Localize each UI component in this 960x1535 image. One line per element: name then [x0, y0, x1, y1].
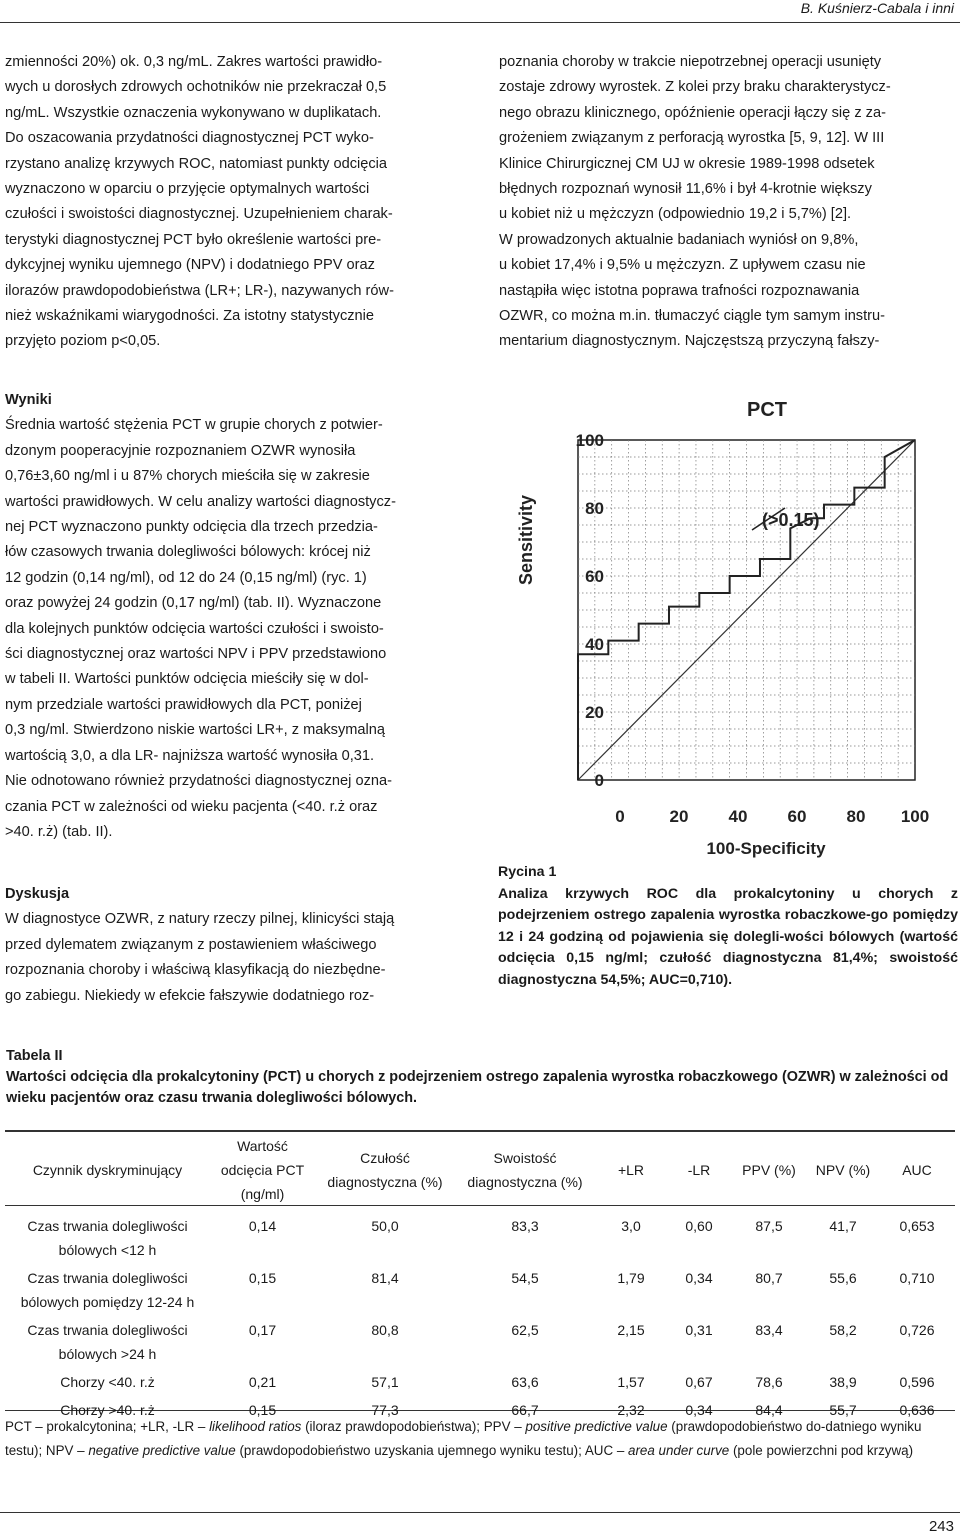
table-cell: 0,21 [248, 1374, 277, 1390]
text-line: nej PCT wyznaczono punkty odcięcia dla trzech przedzia- [5, 519, 378, 536]
column-header: Czułość diagnostyczna (%) [327, 1150, 443, 1190]
x-tick-label: 80 [846, 807, 866, 826]
text-line: 12 godzin (0,14 ng/ml), od 12 do 24 (0,15 ng/ml) (ryc. 1) [5, 569, 367, 586]
left-top-text [5, 50, 461, 355]
column-header: Czynnik dyskryminujący [32, 1162, 183, 1178]
column-header: Wartość odcięcia PCT (ng/ml) [220, 1138, 305, 1202]
x-tick-label: 100 [900, 807, 930, 826]
text-line: dla kolejnych punktów odcięcia wartości czułości i swoisto- [5, 620, 384, 637]
section-title-wyniki: Wyniki [5, 392, 52, 408]
text-line: przed dylematem związanym z postawieniem właściwego [5, 936, 377, 953]
text-line: wyznaczono w oparciu o przyjęcie optymalnych wartości [5, 181, 370, 198]
text-line: go zabiegu. Niekiedy w efekcie fałszywie dodatniego roz- [5, 987, 375, 1004]
table-cell: 1,79 [617, 1270, 645, 1286]
text-line: rozpoznania choroby i właściwą klasyfikacją do niezbędne- [5, 962, 386, 979]
text-line: OZWR, co można m.in. tłumaczyć ciągle tym samym instru- [499, 308, 885, 325]
y-tick-label: 20 [585, 703, 604, 722]
table-cell: 38,9 [829, 1374, 857, 1390]
table-row [5, 1212, 955, 1264]
page-bottom-rule [0, 1512, 960, 1513]
text-line: 0,76±3,60 ng/ml i u 87% chorych mieściła się w zakresie [5, 468, 370, 485]
table-cell: 0,67 [685, 1374, 713, 1390]
footnote-term: negative predictive value [88, 1442, 236, 1458]
text-line: dykcyjnej wyniku ujemnego (NPV) i dodatniego PPV oraz [5, 257, 375, 274]
text-line: nego obrazu klinicznego, opóźnienie operacji łączy się z za- [499, 104, 886, 121]
text-line: wych u dorosłych zdrowych ochotników nie przekraczał 0,5 [5, 79, 387, 96]
text-line: rzystano analizę krzywych ROC, natomiast punkty odcięcia [5, 155, 388, 172]
text-line: grożeniem związanym z perforacją wyrostka [5, 9, 12]. W III [499, 130, 885, 147]
text-line: błędnych rozpoznań wynosił 11,6% i był 4-krotnie większy [499, 181, 872, 198]
figure-label: Rycina 1 [498, 864, 557, 880]
text-line: nym przedziale wartości prawidłowych dla PCT, poniżej [5, 696, 362, 713]
x-tick-label: 40 [728, 807, 748, 826]
text-line: >40. r.ż) (tab. II). [5, 823, 113, 840]
table-cell: 0,34 [685, 1270, 713, 1286]
page-number: 243 [928, 1518, 954, 1535]
table-cell: 2,15 [617, 1322, 645, 1338]
text-line: czania PCT w zależności od wieku pacjenta (<40. r.ż oraz [5, 798, 378, 815]
text-line: ści diagnostycznej oraz wartości NPV i PPV przedstawiono [5, 646, 387, 663]
text-line: u kobiet 17,4% i 9,5% u mężczyzn. Z upływem czasu nie [499, 257, 866, 274]
text-line: nież wskaźnikami wiarygodności. Za istotny statystycznie [5, 308, 375, 325]
x-axis-label: 100-Specificity [706, 839, 826, 858]
footnote-text: (pole powierzchni pod krzywą) [729, 1442, 914, 1458]
table-cell: 66,7 [511, 1402, 539, 1418]
text-line: czułości i swoistości diagnostycznej. Uzupełnieniem charak- [5, 206, 393, 223]
table-footnote [5, 1415, 955, 1462]
table-cell: 83,4 [755, 1322, 783, 1338]
table-cell: Czas trwania dolegliwości bólowych pomiędzy 12-24 h [20, 1270, 195, 1310]
text-line: nastąpiła więc istotna poprawa trafności rozpoznawania [499, 282, 860, 299]
table-cell: 0,14 [248, 1218, 277, 1234]
table-cell: 0,31 [685, 1322, 713, 1338]
text-line: zmienności 20%) ok. 0,3 ng/mL. Zakres wartości prawidło- [5, 54, 383, 70]
y-tick-label: 0 [594, 771, 604, 790]
table-cell: 0,60 [685, 1218, 713, 1234]
text-line: Klinice Chirurgicznej CM UJ w okresie 1989-1998 odsetek [499, 155, 875, 172]
running-header [0, 0, 960, 23]
table-cell: 0,15 [248, 1402, 277, 1418]
section-title-dyskusja: Dyskusja [5, 886, 70, 902]
text-line: Do oszacowania przydatności diagnostycznej PCT wyko- [5, 130, 374, 147]
wyniki-section [5, 388, 461, 845]
column-header: AUC [902, 1162, 932, 1178]
table-cell: Chorzy <40. r.ż [60, 1374, 155, 1390]
table-cell: 77,3 [371, 1402, 399, 1418]
table-cell: 58,2 [829, 1322, 857, 1338]
table-cell: Czas trwania dolegliwości bólowych <12 h [27, 1218, 188, 1258]
cutoff-annotation: (>0.15) [762, 510, 820, 530]
footnote-text: PCT – prokalcytonina; +LR, -LR – [5, 1419, 210, 1434]
table-cell: 78,6 [755, 1374, 783, 1390]
table-cell: 41,7 [829, 1218, 857, 1234]
running-head-text: B. Kuśnierz-Cabala i inni [800, 0, 954, 16]
text-line: przyjęto poziom p<0,05. [5, 333, 161, 350]
column-header: -LR [687, 1162, 711, 1178]
table-cell: 81,4 [371, 1270, 399, 1286]
table-row [5, 1368, 955, 1396]
table-title: Wartości odcięcia dla prokalcytoniny (PCT) u chorych z podejrzeniem ostrego zapalenia wyrostka robaczkowego (OZWR) w zależności od wieku pacjentów oraz czasu trwania dolegliwości bólowych. [6, 1069, 949, 1106]
data-table [5, 1130, 955, 1424]
text-line: Nie odnotowano również przydatności diagnostycznej ozna- [5, 773, 392, 790]
y-tick-label: 40 [585, 635, 604, 654]
chart-title: PCT [747, 399, 787, 421]
column-header: NPV (%) [815, 1162, 871, 1178]
footnote-term: area under curve [628, 1442, 730, 1458]
column-header: +LR [617, 1162, 645, 1178]
roc-chart [500, 390, 958, 860]
text-line: w tabeli II. Wartości punktów odcięcia mieściły się w dol- [5, 671, 369, 688]
dyskusja-section [5, 882, 461, 1009]
table-cell: 83,3 [511, 1218, 539, 1234]
table-label: Tabela II [6, 1048, 63, 1064]
text-line: oraz powyżej 24 godzin (0,17 ng/ml) (tab. II). Wyznaczone [5, 595, 382, 612]
text-line: ng/mL. Wszystkie oznaczenia wykonywano w duplikatach. [5, 104, 382, 121]
table-cell: 0,636 [899, 1402, 935, 1418]
table-cell: 1,57 [617, 1374, 645, 1390]
text-line: wartością 3,0, a dla LR- najniższa wartość wynosiła 0,31. [5, 747, 375, 764]
table-cell: 80,7 [755, 1270, 783, 1286]
table-cell: Czas trwania dolegliwości bólowych >24 h [27, 1322, 188, 1362]
table-cell: 62,5 [511, 1322, 539, 1338]
table-cell: 80,8 [371, 1322, 399, 1338]
text-line: terystyki diagnostycznej PCT było określenie wartości pre- [5, 231, 382, 248]
table-cell: 55,6 [829, 1270, 857, 1286]
table-cell: 63,6 [511, 1374, 539, 1390]
figure-caption-text: Analiza krzywych ROC dla prokalcytoniny u chorych z podejrzeniem ostrego zapalenia wyrostka robaczkowe-go pomiędzy 12 i 24 godziną od pojawienia się dolegli-wości bólowych (wartość odcięcia 0,15 ng/ml; czułość diagnostyczna 81,4%; swoistość diagnostyczna 54,5%; AUC=0,710). [498, 885, 958, 988]
text-line: łów czasowych trwania dolegliwości bólowych: krócej niż [5, 544, 371, 561]
figure-caption [498, 862, 958, 991]
table-cell: 0,710 [899, 1270, 935, 1286]
text-line: Średnia wartość stężenia PCT w grupie chorych z potwier- [5, 417, 383, 434]
text-line: u kobiet niż u mężczyzn (odpowiednio 19,2 i 5,7%) [2]. [499, 206, 852, 223]
x-tick-label: 0 [615, 807, 625, 826]
table-cell: 84,4 [755, 1402, 783, 1418]
table-cell: 0,34 [685, 1402, 713, 1418]
table-cell: 0,17 [248, 1322, 277, 1338]
footnote-term: positive predictive value [525, 1419, 668, 1434]
footnote-text: (iloraz prawdopodobieństwa); PPV – [301, 1419, 526, 1434]
table-cell: 54,5 [511, 1270, 539, 1286]
table-cell: 55,7 [829, 1402, 857, 1418]
text-line: W diagnostyce OZWR, z natury rzeczy pilnej, klinicyści stają [5, 911, 395, 928]
text-line: 0,3 ng/ml. Stwierdzono niskie wartości LR+, z maksymalną [5, 722, 385, 739]
table-cell: Chorzy >40. r.ż [60, 1402, 155, 1418]
table-cell: 0,726 [899, 1322, 935, 1338]
table-cell: 3,0 [621, 1218, 641, 1234]
right-top-text [499, 50, 955, 355]
table-cell: 57,1 [371, 1374, 399, 1390]
text-line: wartości prawidłowych. W celu analizy wartości diagnostycz- [5, 493, 396, 510]
table-row [5, 1264, 955, 1316]
y-tick-label: 100 [575, 431, 604, 450]
y-tick-label: 80 [585, 499, 604, 518]
column-header: PPV (%) [742, 1162, 796, 1178]
text-line: W prowadzonych aktualnie badaniach wyniósł on 9,8%, [499, 231, 859, 248]
x-tick-label: 60 [787, 807, 807, 826]
text-line: mentarium diagnostycznym. Najczęstszą przyczyną fałszy- [499, 333, 880, 350]
table-cell: 2,32 [617, 1402, 645, 1418]
footnote-text: (prawdopodobieństwo uzyskania ujemnego wyniku testu); AUC – [235, 1442, 629, 1458]
text-line: zostaje zdrowy wyrostek. Z kolei przy braku charakterystycz- [499, 79, 891, 96]
table-cell: 50,0 [371, 1218, 399, 1234]
table-cell: 87,5 [755, 1218, 783, 1234]
table-row [5, 1316, 955, 1368]
y-axis-label: Sensitivity [516, 494, 536, 586]
footnote-text: (prawdopodobieństwo do-datniego wyniku testu); NPV – [5, 1419, 922, 1458]
x-tick-label: 20 [669, 807, 689, 826]
table-cell: 0,15 [248, 1270, 277, 1286]
text-line: poznania choroby w trakcie niepotrzebnej operacji usunięty [499, 54, 882, 70]
x-tick-labels [615, 807, 929, 826]
footnote-term: likelihood ratios [209, 1419, 302, 1434]
column-header: Swoistość diagnostyczna (%) [467, 1150, 583, 1190]
text-line: dzonym pooperacyjnie rozpoznaniem OZWR wynosiła [5, 442, 356, 459]
y-tick-label: 60 [585, 567, 604, 586]
text-line: ilorazów prawdopodobieństwa (LR+; LR-), nazywanych rów- [5, 282, 394, 299]
table-cell: 0,596 [899, 1374, 935, 1390]
table-caption [6, 1046, 956, 1109]
y-tick-labels [576, 431, 604, 790]
table-cell: 0,653 [899, 1218, 935, 1234]
